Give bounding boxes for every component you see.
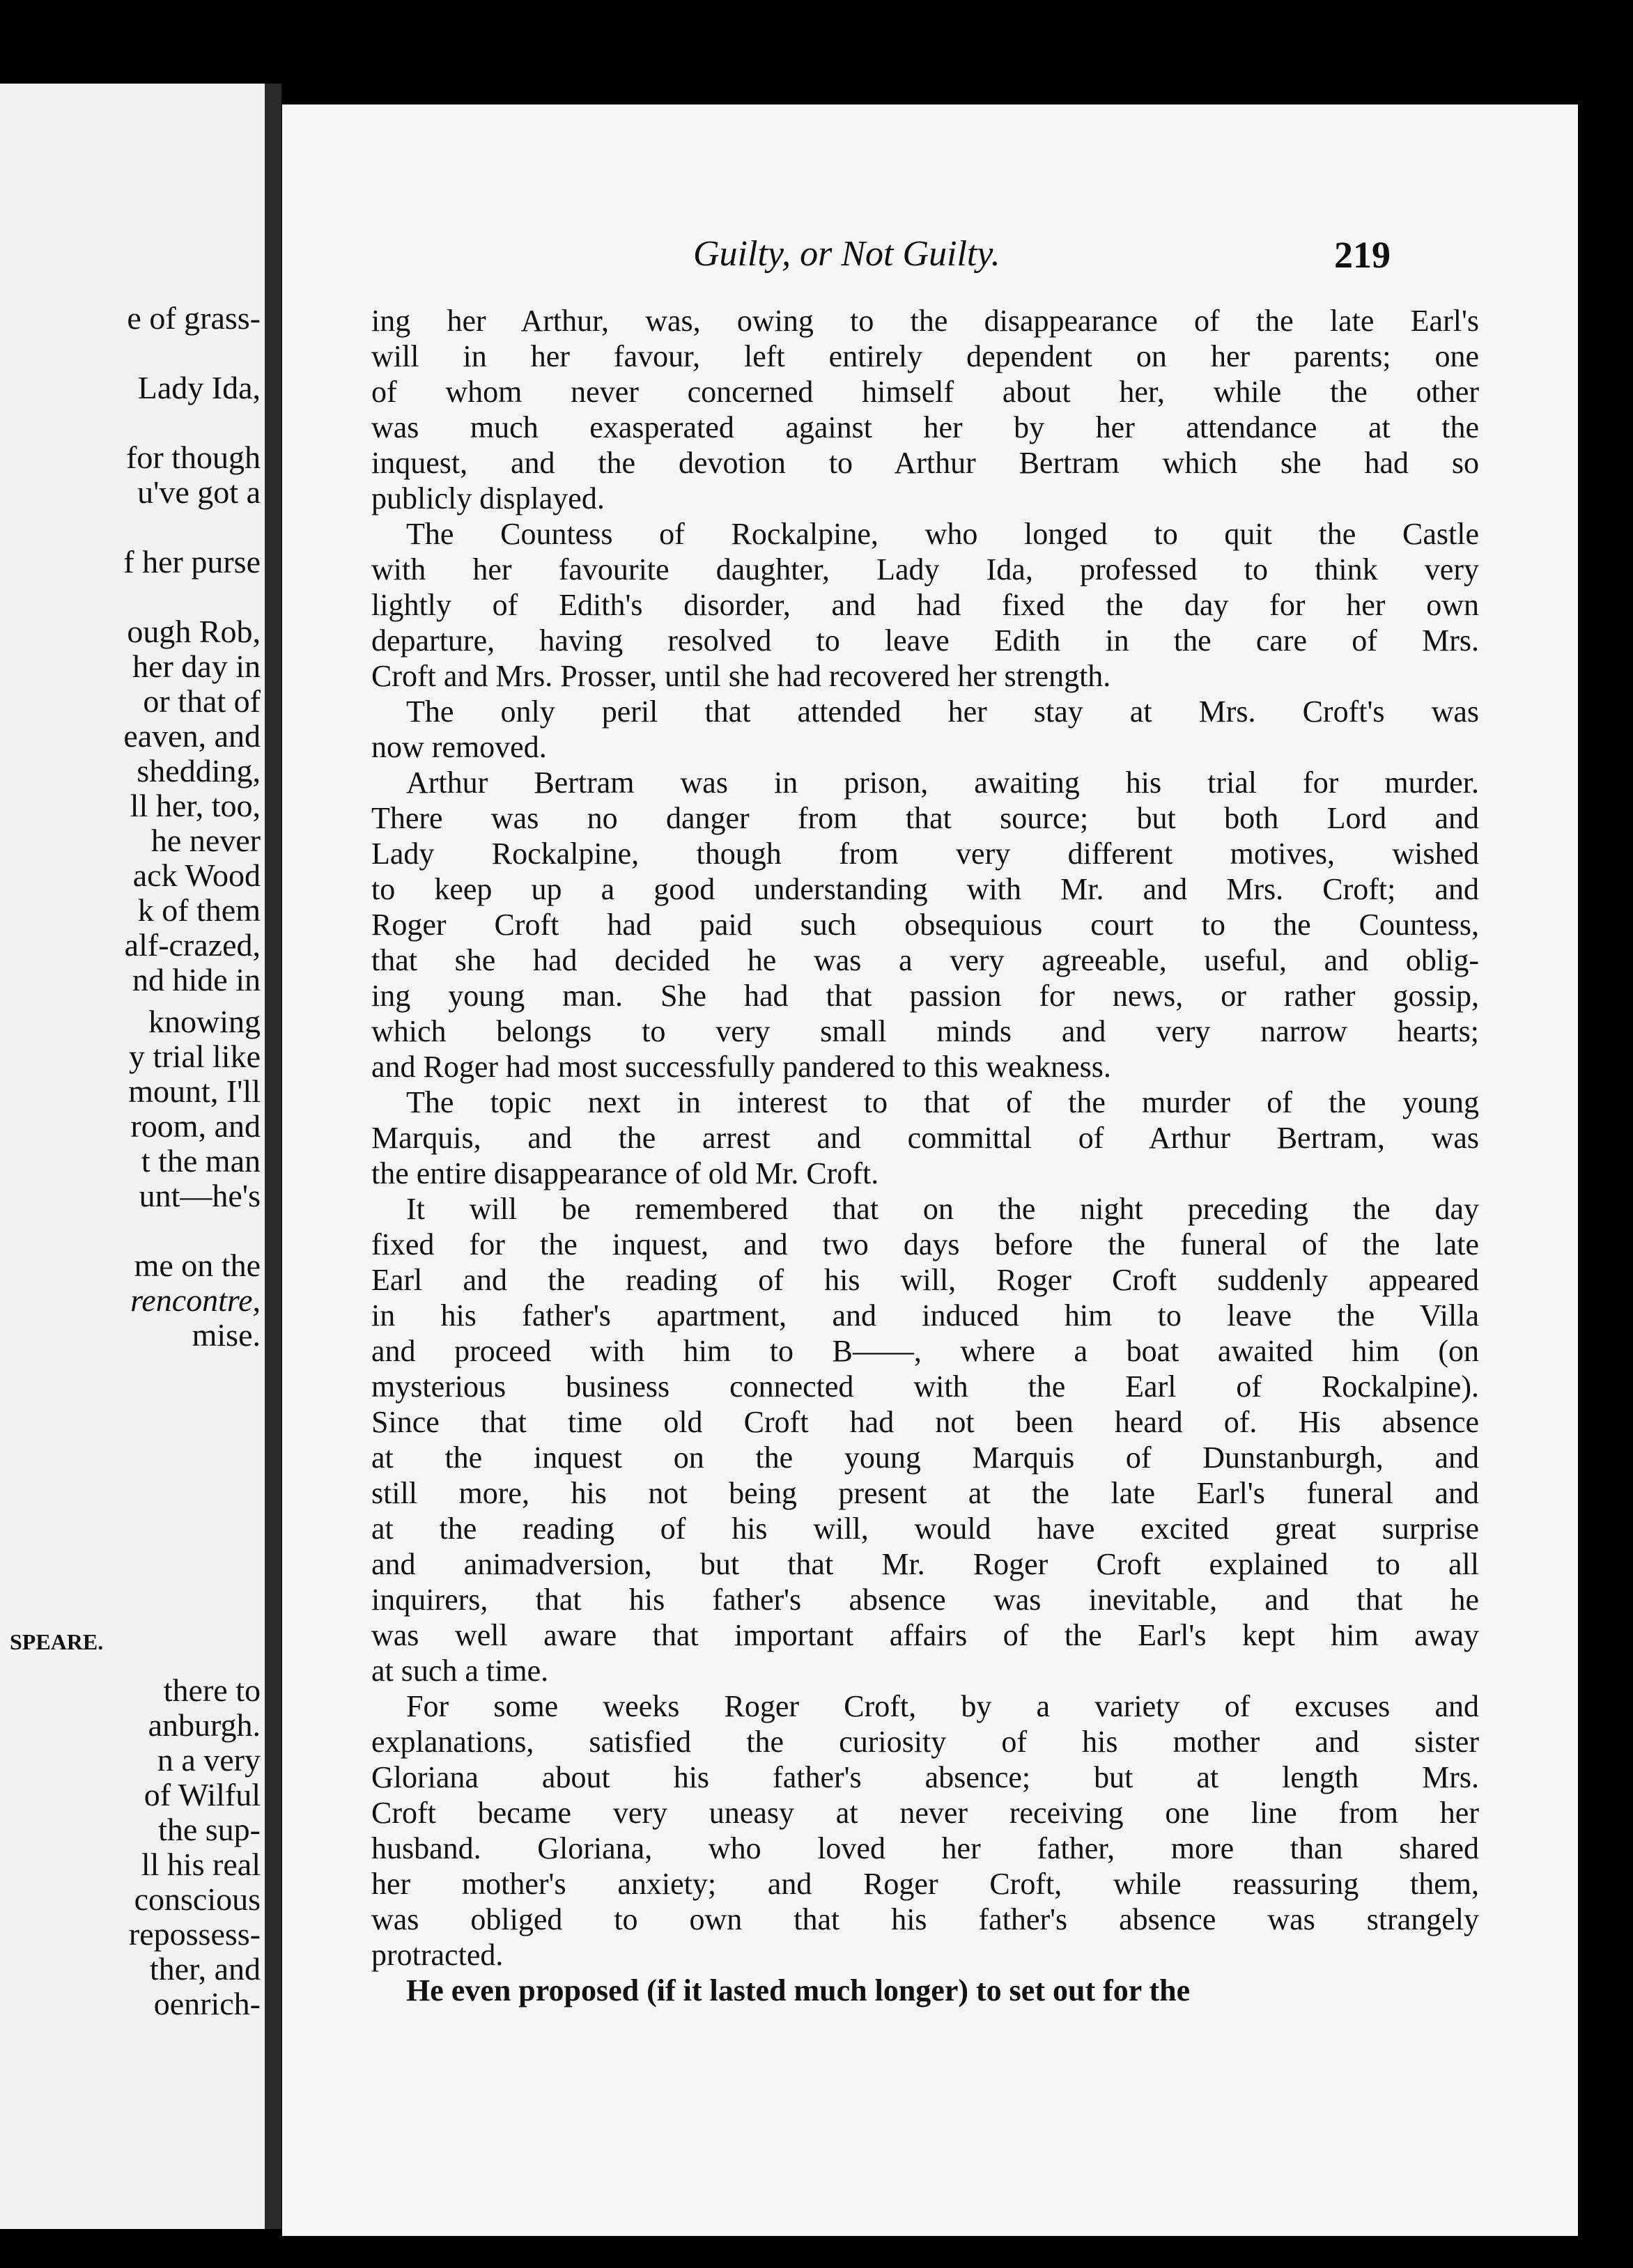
body-line: inquirers, that his father's absence was inevitable, and that he <box>371 1583 1479 1617</box>
body-line: There was no danger from that source; but both Lord and <box>371 801 1479 835</box>
left-page-line: rencontre, <box>130 1282 261 1318</box>
body-line: He even proposed (if it lasted much longer) to set out for the <box>406 1973 1191 2007</box>
body-line: Lady Rockalpine, though from very different motives, wished <box>371 837 1479 871</box>
body-line: in his father's apartment, and induced him to leave the Villa <box>371 1298 1479 1333</box>
body-line: was obliged to own that his father's absence was strangely <box>371 1902 1479 1936</box>
left-page-line: ll his real <box>141 1847 261 1882</box>
body-line: mysterious business connected with the Earl of Rockalpine). <box>371 1369 1479 1404</box>
right-page <box>282 104 1578 2236</box>
body-line: inquest, and the devotion to Arthur Bertram which she had so <box>371 446 1479 480</box>
body-line: which belongs to very small minds and very narrow hearts; <box>371 1014 1479 1048</box>
body-line: Earl and the reading of his will, Roger Croft suddenly appeared <box>371 1263 1479 1297</box>
left-page-line: there to <box>163 1672 261 1708</box>
body-line: Gloriana about his father's absence; but at length Mrs. <box>371 1760 1479 1794</box>
left-page-line: unt—he's <box>139 1178 261 1213</box>
left-page-line: of Wilful <box>144 1777 261 1812</box>
left-page-line: n a very <box>157 1742 261 1778</box>
left-page-line: nd hide in <box>132 962 261 997</box>
running-title: Guilty, or Not Guilty. <box>693 234 1000 274</box>
left-page-line: k of them <box>137 892 261 928</box>
body-line: and proceed with him to B——, where a boat awaited him (on <box>371 1334 1479 1368</box>
body-line: departure, having resolved to leave Edith in the care of Mrs. <box>371 623 1479 658</box>
left-page-line: f her purse <box>123 544 261 580</box>
left-page-line: for though <box>126 440 261 475</box>
left-page-line: anburgh. <box>148 1707 261 1743</box>
body-line: Arthur Bertram was in prison, awaiting his trial for murder. <box>406 766 1479 800</box>
left-page-line: alf-crazed, <box>124 927 261 963</box>
body-line: protracted. <box>371 1938 504 1972</box>
body-line: was well aware that important affairs of the Earl's kept him away <box>371 1618 1479 1652</box>
body-line: ing her Arthur, was, owing to the disappearance of the late Earl's <box>371 304 1479 338</box>
body-line: that she had decided he was a very agreeable, useful, and oblig- <box>371 943 1479 977</box>
left-page-line: Lady Ida, <box>137 370 261 405</box>
body-line: with her favourite daughter, Lady Ida, professed to think very <box>371 552 1479 587</box>
left-page-line: me on the <box>134 1248 261 1283</box>
left-page-line: t the man <box>141 1143 261 1179</box>
body-line: It will be remembered that on the night preceding the day <box>406 1192 1479 1226</box>
body-line: at the inquest on the young Marquis of Dunstanburgh, and <box>371 1440 1479 1475</box>
body-line: the entire disappearance of old Mr. Croft. <box>371 1156 879 1190</box>
left-page-line: room, and <box>130 1108 261 1144</box>
body-line: ing young man. She had that passion for news, or rather gossip, <box>371 979 1479 1013</box>
left-page-line: the sup- <box>158 1812 261 1847</box>
body-line: Croft and Mrs. Prosser, until she had recovered her strength. <box>371 659 1111 693</box>
body-line: fixed for the inquest, and two days before the funeral of the late <box>371 1227 1479 1261</box>
body-line: Croft became very uneasy at never receiving one line from her <box>371 1796 1479 1830</box>
left-page-line: ack Wood <box>132 857 261 893</box>
running-head <box>282 233 1578 282</box>
left-page-line: ll her, too, <box>130 788 261 823</box>
body-line: now removed. <box>371 730 547 764</box>
body-line: publicly displayed. <box>371 481 605 515</box>
body-line: Roger Croft had paid such obsequious court to the Countess, <box>371 908 1479 942</box>
left-page-line: shedding, <box>137 753 261 789</box>
left-page-line: or that of <box>143 683 261 719</box>
body-line: The topic next in interest to that of the murder of the young <box>406 1085 1479 1119</box>
left-page-line: eaven, and <box>123 718 261 754</box>
body-line: lightly of Edith's disorder, and had fixed the day for her own <box>371 588 1479 622</box>
left-page <box>0 84 276 2229</box>
page-edge-shadow <box>1578 104 1633 2236</box>
body-line: her mother's anxiety; and Roger Croft, while reassuring them, <box>371 1867 1479 1901</box>
book-gutter <box>265 84 281 2229</box>
left-page-line: mount, I'll <box>128 1073 261 1109</box>
body-line: at such a time. <box>371 1654 549 1688</box>
left-page-line: ther, and <box>149 1951 261 1987</box>
left-page-line: ough Rob, <box>127 614 261 649</box>
left-page-line: mise. <box>192 1317 261 1353</box>
left-page-line: he never <box>150 823 261 858</box>
left-page-line: y trial like <box>128 1039 261 1074</box>
body-line: will in her favour, left entirely dependent on her parents; one <box>371 339 1479 373</box>
body-line: and animadversion, but that Mr. Roger Croft explained to all <box>371 1547 1479 1581</box>
body-line: The Countess of Rockalpine, who longed to quit the Castle <box>406 517 1479 551</box>
body-line: The only peril that attended her stay at Mrs. Croft's was <box>406 694 1479 729</box>
body-line: husband. Gloriana, who loved her father, more than shared <box>371 1831 1479 1865</box>
body-line: still more, his not being present at the late Earl's funeral and <box>371 1476 1479 1510</box>
body-line: at the reading of his will, would have excited great surprise <box>371 1512 1479 1546</box>
left-page-line: conscious <box>134 1881 261 1917</box>
body-line: For some weeks Roger Croft, by a variety of excuses and <box>406 1689 1479 1723</box>
left-page-line: SPEARE. <box>10 1629 104 1654</box>
body-line: of whom never concerned himself about her, while the other <box>371 375 1479 409</box>
left-page-line: her day in <box>132 648 261 684</box>
body-line: explanations, satisfied the curiosity of his mother and sister <box>371 1725 1479 1759</box>
body-text <box>371 303 1479 2008</box>
left-page-line: knowing <box>148 1004 261 1039</box>
left-page-line: repossess- <box>128 1916 261 1952</box>
left-page-line: u've got a <box>137 474 261 510</box>
body-line: Since that time old Croft had not been heard of. His absence <box>371 1405 1479 1439</box>
body-line: to keep up a good understanding with Mr. and Mrs. Croft; and <box>371 872 1479 906</box>
body-line: was much exasperated against her by her attendance at the <box>371 410 1479 444</box>
page-number: 219 <box>1334 234 1391 276</box>
left-page-line: e of grass- <box>127 300 261 336</box>
body-line: and Roger had most successfully pandered to this weakness. <box>371 1050 1111 1084</box>
left-page-line: oenrich- <box>153 1986 261 2021</box>
body-line: Marquis, and the arrest and committal of Arthur Bertram, was <box>371 1121 1479 1155</box>
